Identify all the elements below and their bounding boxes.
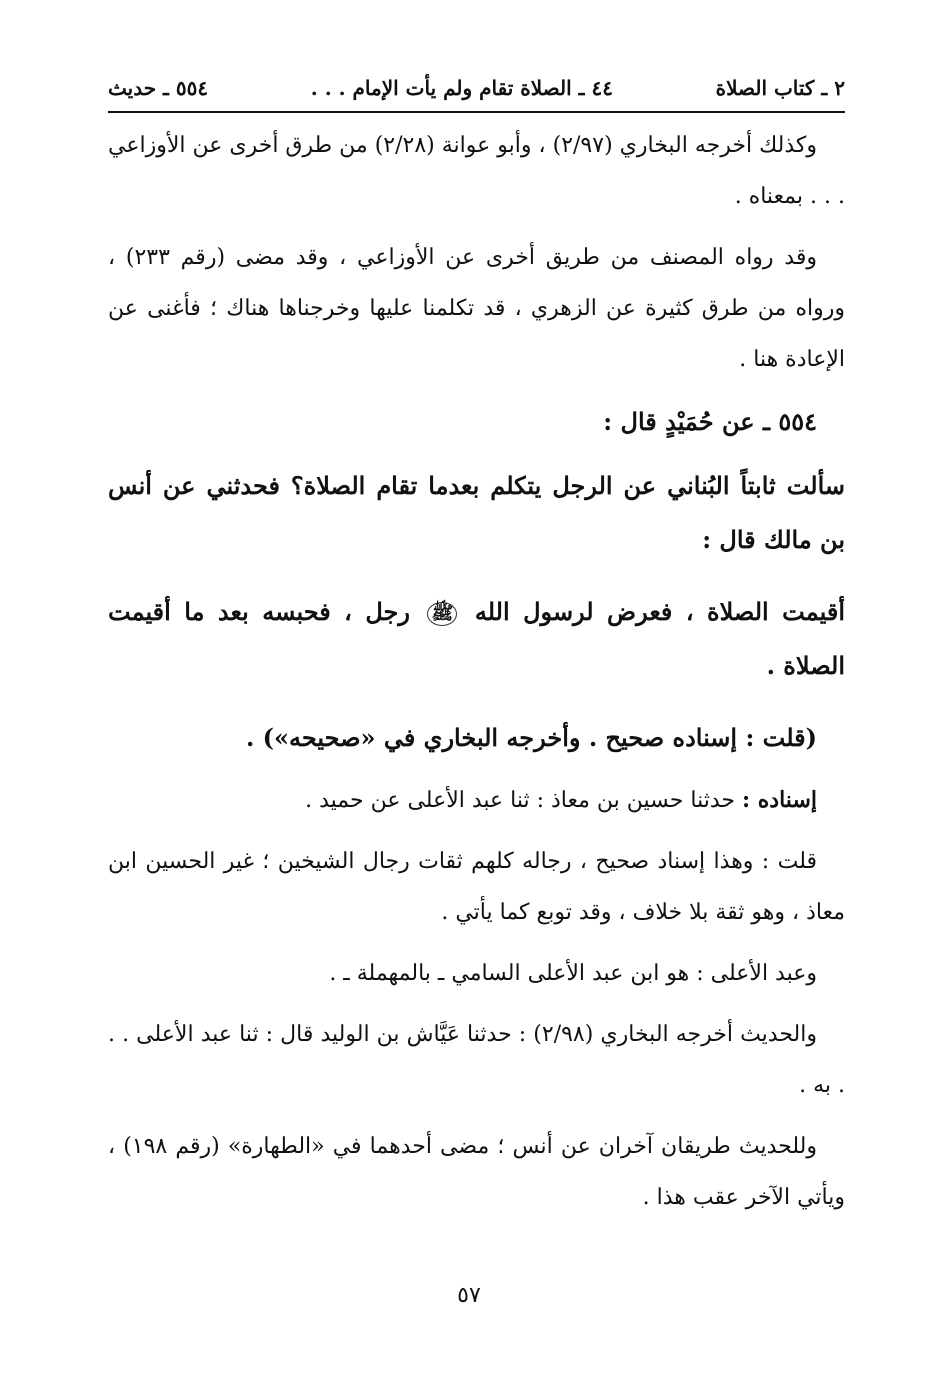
- header-hadith-number: ٥٥٤ ـ حديث: [108, 76, 209, 100]
- header-divider: [108, 111, 845, 113]
- paragraph-bukhari-abuawana: وكذلك أخرجه البخاري (٢/٩٧) ، وأبو عوانة (٢/٢٨) من طرق أخرى عن الأوزاعي . . . بمعناه .: [108, 133, 845, 209]
- isnad-paragraph: [108, 775, 845, 826]
- page-body: [108, 120, 845, 1223]
- isnad-text: حدثنا حسين بن معاذ : ثنا عبد الأعلى عن حميد .: [305, 788, 735, 813]
- header-chapter-title: ٤٤ ـ الصلاة تقام ولم يأت الإمام . . .: [310, 76, 613, 100]
- hadith-heading: ٥٥٤ ـ عن حُمَيْدٍ قال :: [603, 407, 817, 436]
- two-ways-note: وللحديث طريقان آخران عن أنس ؛ مضى أحدهما في «الطهارة» (رقم ١٩٨) ، ويأتي الآخر عقب هذا .: [108, 1134, 845, 1210]
- isnad-label: إسناده :: [742, 787, 817, 813]
- qult-grading: (قلت : إسناده صحيح . وأخرجه البخاري في «صحيحه») .: [245, 723, 817, 752]
- paragraph-musannif-riwaya: وقد رواه المصنف من طريق أخرى عن الأوزاعي ، وقد مضى (رقم ٢٣٣) ، ورواه من طرق كثيرة عن الزهري ، قد تكلمنا عليها وخرجناها هناك ؛ فأغنى عن الإعادة هنا .: [108, 245, 845, 372]
- hadith-text-answer-part2: رجل ، فحبسه بعد ما أقيمت الصلاة .: [108, 597, 845, 680]
- running-header: [108, 70, 845, 106]
- salutation-seal-icon: ﷺ: [427, 602, 457, 626]
- qult-commentary: قلت : وهذا إسناد صحيح ، رجاله كلهم ثقات رجال الشيخين ؛ غير الحسين ابن معاذ ، وهو ثقة بلا خلاف ، وقد توبع كما يأتي .: [108, 849, 845, 925]
- abd-ala-note: وعبد الأعلى : هو ابن عبد الأعلى السامي ـ بالمهملة ـ .: [329, 961, 817, 986]
- header-book-title: ٢ ـ كتاب الصلاة: [715, 76, 845, 100]
- bukhari-takhrij: والحديث أخرجه البخاري (٢/٩٨) : حدثنا عَيَّاش بن الوليد قال : ثنا عبد الأعلى . . . به .: [108, 1022, 845, 1098]
- hadith-text-answer-part1: أقيمت الصلاة ، فعرض لرسول الله: [474, 597, 845, 626]
- page-number: ٥٧: [457, 1283, 481, 1308]
- hadith-text-answer: [108, 585, 845, 693]
- hadith-text-question: سألت ثابتاً البُناني عن الرجل يتكلم بعدما تقام الصلاة؟ فحدثني عن أنس بن مالك قال :: [108, 471, 845, 554]
